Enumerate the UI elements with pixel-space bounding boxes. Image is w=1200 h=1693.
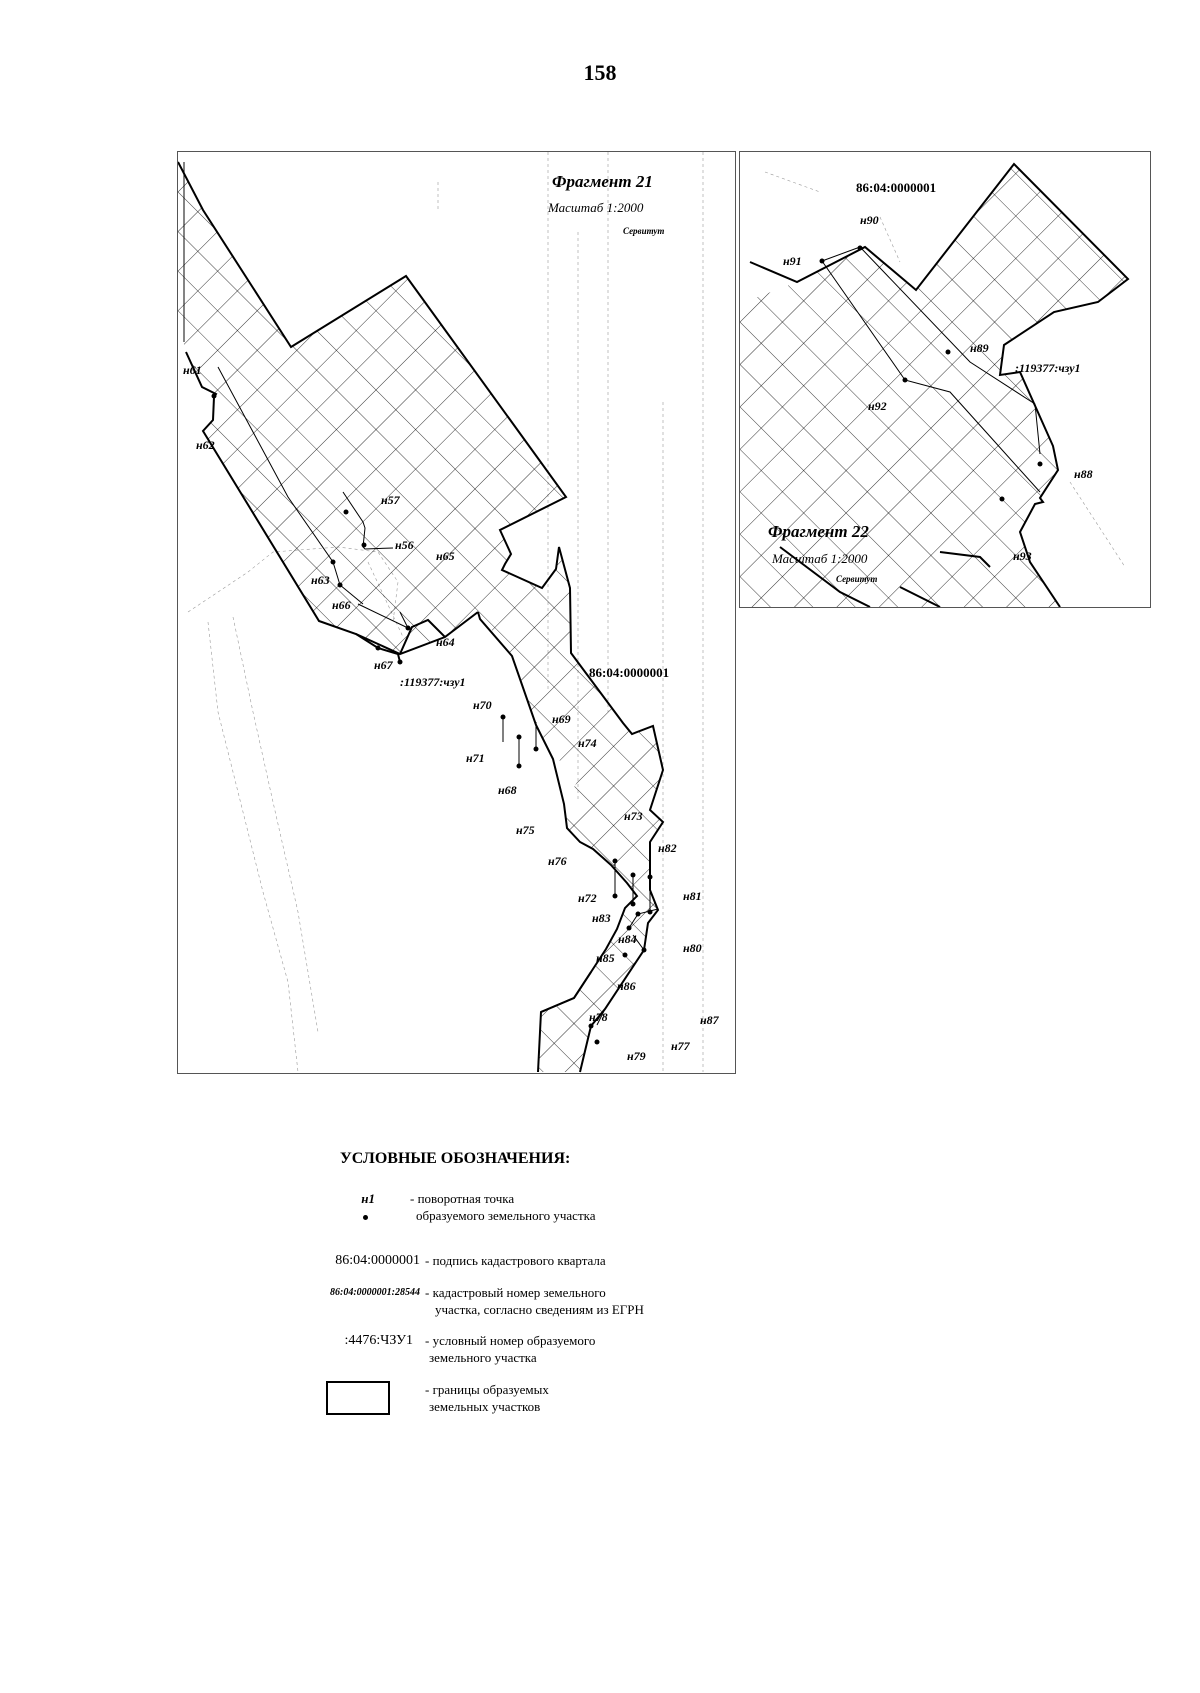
fragment-22-scale: Масштаб 1:2000 xyxy=(772,551,868,566)
fragment-22-title: Фрагмент 22 xyxy=(768,522,869,541)
legend-key-conditional-number: :4476:ЧЗУ1 xyxy=(344,1333,413,1348)
page-number: 158 xyxy=(583,60,617,85)
point-label: н65 xyxy=(436,549,455,563)
legend-desc: - поворотная точка xyxy=(410,1191,515,1206)
point-label: н57 xyxy=(381,493,400,507)
point-label: н84 xyxy=(618,932,637,946)
point-label: н88 xyxy=(1074,467,1093,481)
legend-desc: образуемого земельного участка xyxy=(416,1208,596,1223)
point-label: н62 xyxy=(196,438,215,452)
point-label: н61 xyxy=(183,363,202,377)
point-label: н69 xyxy=(552,712,571,726)
point-label: н82 xyxy=(658,841,677,855)
point-label: н72 xyxy=(578,891,597,905)
point-label: н79 xyxy=(627,1049,646,1063)
map-fragment-21 xyxy=(177,151,736,1074)
legend-key-vertex: н1 xyxy=(361,1191,375,1206)
point-label: н56 xyxy=(395,538,414,552)
point-label: н71 xyxy=(466,751,485,765)
point-label: н86 xyxy=(617,979,636,993)
point-label: н75 xyxy=(516,823,535,837)
point-label: н74 xyxy=(578,736,597,750)
fragment-22-quarter: 86:04:0000001 xyxy=(856,180,937,195)
point-label: н90 xyxy=(860,213,879,227)
point-label: н67 xyxy=(374,658,393,672)
legend-key-cadastral-number: 86:04:0000001:28544 xyxy=(330,1287,420,1298)
legend-desc: - кадастровый номер земельного xyxy=(425,1285,606,1300)
fragment-21-drawing xyxy=(178,152,735,1073)
fragment-21-servitude: Сервитут xyxy=(623,226,665,236)
legend-desc: - условный номер образуемого xyxy=(425,1333,596,1348)
point-label: н73 xyxy=(624,809,643,823)
point-label: н64 xyxy=(436,635,455,649)
point-label: н91 xyxy=(783,254,802,268)
legend-desc: - подпись кадастрового квартала xyxy=(425,1253,606,1268)
point-label: н80 xyxy=(683,941,702,955)
legend-key-quarter: 86:04:0000001 xyxy=(335,1253,420,1268)
boundary-box-icon xyxy=(326,1381,390,1415)
legend-title: УСЛОВНЫЕ ОБОЗНАЧЕНИЯ: xyxy=(340,1150,571,1167)
point-label: н92 xyxy=(868,399,887,413)
point-label: н93 xyxy=(1013,549,1032,563)
legend-desc: участка, согласно сведениям из ЕГРН xyxy=(435,1302,644,1317)
fragment-21-quarter: 86:04:0000001 xyxy=(589,665,670,680)
fragment-22-servitude: Сервитут xyxy=(836,574,878,584)
point-label: н83 xyxy=(592,911,611,925)
map-fragment-22 xyxy=(739,151,1151,608)
legend-desc: земельного участка xyxy=(429,1350,537,1365)
fragment-21-parcel-code: :119377:чзу1 xyxy=(400,675,466,689)
point-label: н85 xyxy=(596,951,615,965)
point-label: н66 xyxy=(332,598,351,612)
fragment-22-parcel-code: :119377:чзу1 xyxy=(1015,361,1081,375)
fragment-22-drawing xyxy=(740,152,1150,607)
point-label: н76 xyxy=(548,854,567,868)
point-label: н70 xyxy=(473,698,492,712)
parcel-hatching-21 xyxy=(178,152,735,1073)
point-label: н87 xyxy=(700,1013,719,1027)
point-label: н89 xyxy=(970,341,989,355)
legend-desc: - границы образуемых xyxy=(425,1382,549,1397)
legend-desc: земельных участков xyxy=(429,1399,541,1414)
point-label: н78 xyxy=(589,1010,608,1024)
fragment-21-title: Фрагмент 21 xyxy=(552,172,653,191)
vertex-dot-icon xyxy=(363,1215,368,1220)
point-label: н81 xyxy=(683,889,702,903)
point-label: н77 xyxy=(671,1039,690,1053)
point-label: н63 xyxy=(311,573,330,587)
fragment-21-scale: Масштаб 1:2000 xyxy=(548,200,644,215)
point-label: н68 xyxy=(498,783,517,797)
